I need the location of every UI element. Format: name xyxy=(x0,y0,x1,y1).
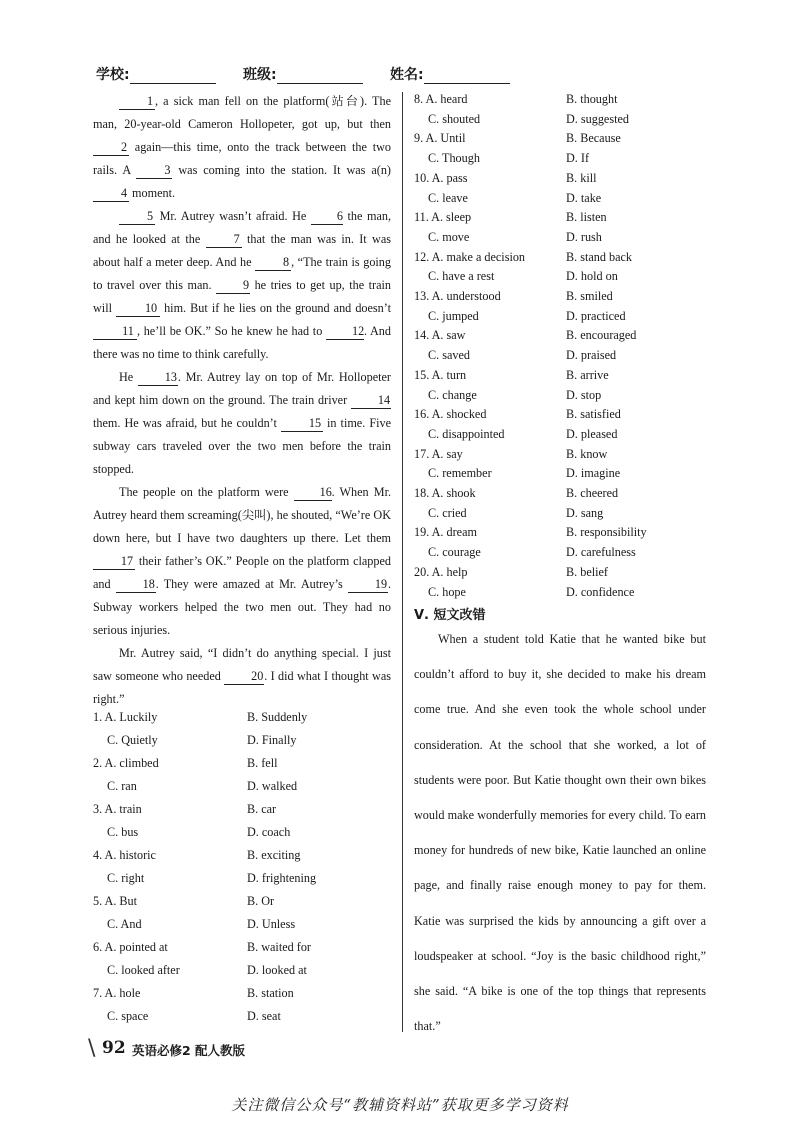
option-choice[interactable]: C. move xyxy=(428,229,470,244)
footer-slash: \ xyxy=(88,1036,96,1061)
option-row xyxy=(414,348,714,370)
option-choice[interactable]: B. Because xyxy=(566,131,621,146)
option-choice[interactable]: D. pleased xyxy=(566,426,618,441)
passage-text: , he’ll be OK.” So he knew he had to xyxy=(137,324,326,338)
option-row xyxy=(414,131,714,153)
error-correction-passage xyxy=(414,622,706,1044)
blank-11[interactable]: 11 xyxy=(93,324,137,340)
option-row xyxy=(93,963,393,985)
option-choice[interactable]: C. have a rest xyxy=(428,269,495,284)
option-row xyxy=(93,756,393,778)
error-correction-text: When a student told Katie that he wanted bike but couldn’t afford to buy it, she decided to make his dream come true. And she even took the whole school under consideration. At the school that she worked, a lot of students were poor. But Katie thought own their own bikes would make wonderfully memories for every child. To earn money for hundreds of new bike, Katie launched an online page, and finally raise enough money to pay for them. Katie was surprised the kids by announcing a gift over a loudspeaker at school. “Joy is the basic childhood right,” she said. “A bike is one of the top things that represents that.” xyxy=(414,632,706,1034)
option-choice[interactable]: 13. A. understood xyxy=(414,289,501,303)
option-choice[interactable]: C. Quietly xyxy=(107,733,158,747)
option-choice[interactable]: 4. A. historic xyxy=(93,848,156,862)
option-choice[interactable]: B. stand back xyxy=(566,249,633,264)
option-choice[interactable]: 7. A. hole xyxy=(93,986,141,1000)
option-choice[interactable]: D. praised xyxy=(566,348,617,363)
option-choice[interactable]: D. coach xyxy=(247,825,291,839)
option-row xyxy=(414,250,714,272)
passage-text: , a sick man fell on the platform(站台). The man, 20-year-old Cameron Hollopeter, got up, but then xyxy=(93,94,391,131)
option-choice[interactable]: B. smiled xyxy=(566,289,613,303)
option-choice[interactable]: B. station xyxy=(247,986,294,1000)
passage-text: He xyxy=(119,370,138,384)
option-choice[interactable]: D. suggested xyxy=(566,111,629,126)
option-choice[interactable]: B. car xyxy=(247,802,277,816)
option-choice[interactable]: B. arrive xyxy=(566,367,609,382)
option-choice[interactable]: D. Finally xyxy=(247,733,297,747)
option-choice[interactable]: 17. A. say xyxy=(414,446,463,461)
option-choice[interactable]: C. bus xyxy=(107,825,139,839)
option-choice[interactable]: D. imagine xyxy=(566,466,621,481)
option-row xyxy=(93,825,393,847)
option-choice[interactable]: B. kill xyxy=(566,170,597,185)
option-choice[interactable]: B. exciting xyxy=(247,848,301,862)
option-choice[interactable]: B. thought xyxy=(566,92,618,106)
option-choice[interactable]: D. sang xyxy=(566,505,604,520)
option-choice[interactable]: D. take xyxy=(566,190,602,205)
option-choice[interactable]: 12. A. make a decision xyxy=(414,249,526,264)
option-choice[interactable]: B. Suddenly xyxy=(247,710,308,724)
book-title: 英语必修2 配人教版 xyxy=(132,1043,246,1058)
option-choice[interactable]: D. walked xyxy=(247,779,298,793)
option-choice[interactable]: B. fell xyxy=(247,756,278,770)
passage-text: Mr. Autrey said, “I didn’t do anything special. I just saw someone who needed xyxy=(93,646,391,683)
option-row xyxy=(414,368,714,390)
option-choice[interactable]: D. looked at xyxy=(247,963,307,977)
option-choice[interactable]: D. seat xyxy=(247,1009,281,1023)
blank-15[interactable]: 15 xyxy=(281,416,323,432)
option-choice[interactable]: C. hope xyxy=(428,584,466,599)
option-choice[interactable]: C. remember xyxy=(428,466,492,481)
blank-12[interactable]: 12 xyxy=(326,324,364,340)
blank-18[interactable]: 18 xyxy=(116,577,156,593)
blank-17[interactable]: 17 xyxy=(93,554,135,570)
passage-paragraph-4 xyxy=(93,481,391,642)
blank-16[interactable]: 16 xyxy=(294,485,332,501)
school-blank[interactable] xyxy=(130,67,216,84)
option-row xyxy=(414,171,714,193)
name-label: 姓名: xyxy=(390,67,424,83)
option-row xyxy=(414,151,714,173)
option-row xyxy=(414,545,714,567)
option-row xyxy=(93,710,393,732)
option-choice[interactable]: D. frightening xyxy=(247,871,317,885)
blank-19[interactable]: 19 xyxy=(348,577,388,593)
class-blank[interactable] xyxy=(277,67,363,84)
option-choice[interactable]: D. hold on xyxy=(566,269,618,284)
option-row xyxy=(414,506,714,528)
option-choice[interactable]: D. rush xyxy=(566,229,602,244)
option-row xyxy=(414,191,714,213)
option-row xyxy=(93,940,393,962)
passage-paragraph-2 xyxy=(93,205,391,366)
name-field xyxy=(390,64,510,84)
blank-14[interactable]: 14 xyxy=(351,393,391,409)
passage-text: . They were amazed at Mr. Autrey’s xyxy=(155,577,348,591)
blank-13[interactable]: 13 xyxy=(138,370,178,386)
option-row xyxy=(414,447,714,469)
option-choice[interactable]: C. cried xyxy=(428,505,467,520)
option-choice[interactable]: D. Unless xyxy=(247,917,296,931)
blank-20[interactable]: 20 xyxy=(224,669,264,685)
option-row xyxy=(414,466,714,488)
blank-4[interactable]: 4 xyxy=(93,186,129,202)
school-label: 学校: xyxy=(96,67,130,83)
option-choice[interactable]: D. practiced xyxy=(566,308,626,323)
option-choice[interactable]: C. ran xyxy=(107,779,137,793)
option-row xyxy=(414,92,714,114)
passage-text: . When Mr. Autrey heard them screaming(尖叫), he shouted, “We’re OK down here, but I have two daughters up there. Let them xyxy=(93,485,391,545)
option-row xyxy=(93,802,393,824)
option-choice[interactable]: B. listen xyxy=(566,210,607,225)
passage-text: he tries to get up, the train will xyxy=(93,278,391,315)
passage-text: him. But if he lies on the ground and doesn’t xyxy=(160,301,391,315)
passage-text: . Subway workers helped the two men out. They had no serious injuries. xyxy=(93,577,391,637)
option-choice[interactable]: C. And xyxy=(107,917,142,931)
option-choice[interactable]: C. shouted xyxy=(428,111,481,126)
class-label: 班级: xyxy=(243,67,277,83)
option-choice[interactable]: B. cheered xyxy=(566,486,619,500)
option-row xyxy=(93,779,393,801)
option-choice[interactable]: B. belief xyxy=(566,564,608,579)
option-choice[interactable]: C. leave xyxy=(428,190,468,205)
option-choice[interactable]: 10. A. pass xyxy=(414,170,468,185)
option-choice[interactable]: D. If xyxy=(566,151,590,166)
blank-2[interactable]: 2 xyxy=(93,140,129,156)
option-choice[interactable]: 9. A. Until xyxy=(414,131,466,146)
option-choice[interactable]: 5. A. But xyxy=(93,894,138,908)
passage-text: was coming into the station. It was a(n) xyxy=(172,163,391,177)
option-row xyxy=(414,565,714,587)
blank-10[interactable]: 10 xyxy=(116,301,160,317)
option-choice[interactable]: C. Though xyxy=(428,151,480,166)
blank-9[interactable]: 9 xyxy=(216,278,250,294)
option-choice[interactable]: B. know xyxy=(566,446,608,461)
school-field xyxy=(96,64,216,84)
passage-text: their father’s OK.” People on the platform clapped and xyxy=(93,554,391,591)
option-choice[interactable]: C. saved xyxy=(428,348,470,363)
option-choice[interactable]: C. courage xyxy=(428,545,481,560)
option-choice[interactable]: 20. A. help xyxy=(414,564,468,579)
option-row xyxy=(414,388,714,410)
passage-text: The people on the platform were xyxy=(119,485,294,499)
option-choice[interactable]: B. satisfied xyxy=(566,407,621,422)
option-choice[interactable]: 18. A. shook xyxy=(414,486,476,500)
option-row xyxy=(414,309,714,331)
passage-text: moment. xyxy=(129,186,176,200)
option-row xyxy=(93,986,393,1008)
option-row xyxy=(414,486,714,508)
passage-text: the man, and he looked at the xyxy=(93,209,391,246)
column-divider xyxy=(402,92,403,1032)
option-row xyxy=(93,917,393,939)
option-choice[interactable]: C. change xyxy=(428,387,477,402)
option-choice[interactable]: B. waited for xyxy=(247,940,311,954)
blank-7[interactable]: 7 xyxy=(206,232,242,248)
passage-text: Mr. Autrey wasn’t afraid. He xyxy=(155,209,311,223)
option-choice[interactable]: D. stop xyxy=(566,387,602,402)
option-choice[interactable]: B. encouraged xyxy=(566,328,637,343)
option-row xyxy=(414,328,714,350)
option-row xyxy=(414,112,714,134)
passage-text: . I did what I thought was right.” xyxy=(93,669,391,706)
option-row xyxy=(414,230,714,252)
option-row xyxy=(414,210,714,232)
passage-text: in time. Five subway cars traveled over the two men before the train stopped. xyxy=(93,416,391,476)
page-number: 92 xyxy=(102,1038,126,1058)
option-choice[interactable]: D. confidence xyxy=(566,584,635,599)
option-row xyxy=(414,289,714,311)
option-choice[interactable]: C. looked after xyxy=(107,963,180,977)
class-field xyxy=(243,64,363,84)
option-row xyxy=(414,269,714,291)
option-choice[interactable]: 8. A. heard xyxy=(414,92,468,106)
option-choice[interactable]: C. disappointed xyxy=(428,426,505,441)
blank-3[interactable]: 3 xyxy=(136,163,172,179)
option-choice[interactable]: 1. A. Luckily xyxy=(93,710,158,724)
passage-paragraph-5 xyxy=(93,642,391,711)
blank-6[interactable]: 6 xyxy=(311,209,343,225)
passage-text: that the man was in. It was about half a meter deep. And he xyxy=(93,232,391,269)
option-choice[interactable]: 16. A. shocked xyxy=(414,407,487,422)
option-choice[interactable]: 6. A. pointed at xyxy=(93,940,168,954)
option-row xyxy=(93,894,393,916)
section-5-title: Ⅴ. 短文改错 xyxy=(414,608,486,623)
option-row xyxy=(93,733,393,755)
passage-text: . And there was no time to think carefully. xyxy=(93,324,391,361)
blank-1[interactable]: 1 xyxy=(119,94,155,110)
option-row xyxy=(414,525,714,547)
option-choice[interactable]: B. responsibility xyxy=(566,525,647,540)
option-row xyxy=(93,848,393,870)
blank-8[interactable]: 8 xyxy=(255,255,291,271)
option-choice[interactable]: 19. A. dream xyxy=(414,525,477,540)
passage-paragraph-3 xyxy=(93,366,391,481)
cloze-passage xyxy=(93,90,391,711)
option-choice[interactable]: 2. A. climbed xyxy=(93,756,159,770)
option-choice[interactable]: C. right xyxy=(107,871,145,885)
option-choice[interactable]: D. carefulness xyxy=(566,545,636,560)
passage-text: them. He was afraid, but he couldn’t xyxy=(93,416,281,430)
passage-text: again—this time, onto the track between the two rails. A xyxy=(93,140,391,177)
passage-text: , “The train is going to travel over this man. xyxy=(93,255,391,292)
option-choice[interactable]: 3. A. train xyxy=(93,802,142,816)
option-row xyxy=(93,871,393,893)
option-row xyxy=(414,427,714,449)
option-choice[interactable]: B. Or xyxy=(247,894,275,908)
promo-watermark-text: 关注微信公众号“教辅资料站”获取更多学习资料 xyxy=(231,1096,569,1114)
name-blank[interactable] xyxy=(424,67,510,84)
passage-text: . Mr. Autrey lay on top of Mr. Hollopeter and kept him down on the ground. The train driver xyxy=(93,370,391,407)
option-choice[interactable]: C. jumped xyxy=(428,308,479,323)
passage-paragraph-1 xyxy=(93,90,391,205)
option-choice[interactable]: C. space xyxy=(107,1009,149,1023)
option-choice[interactable]: 11. A. sleep xyxy=(414,210,472,225)
option-choice[interactable]: 15. A. turn xyxy=(414,367,467,382)
option-row xyxy=(414,407,714,429)
option-choice[interactable]: 14. A. saw xyxy=(414,328,466,343)
blank-5[interactable]: 5 xyxy=(119,209,155,225)
option-row xyxy=(93,1009,393,1031)
